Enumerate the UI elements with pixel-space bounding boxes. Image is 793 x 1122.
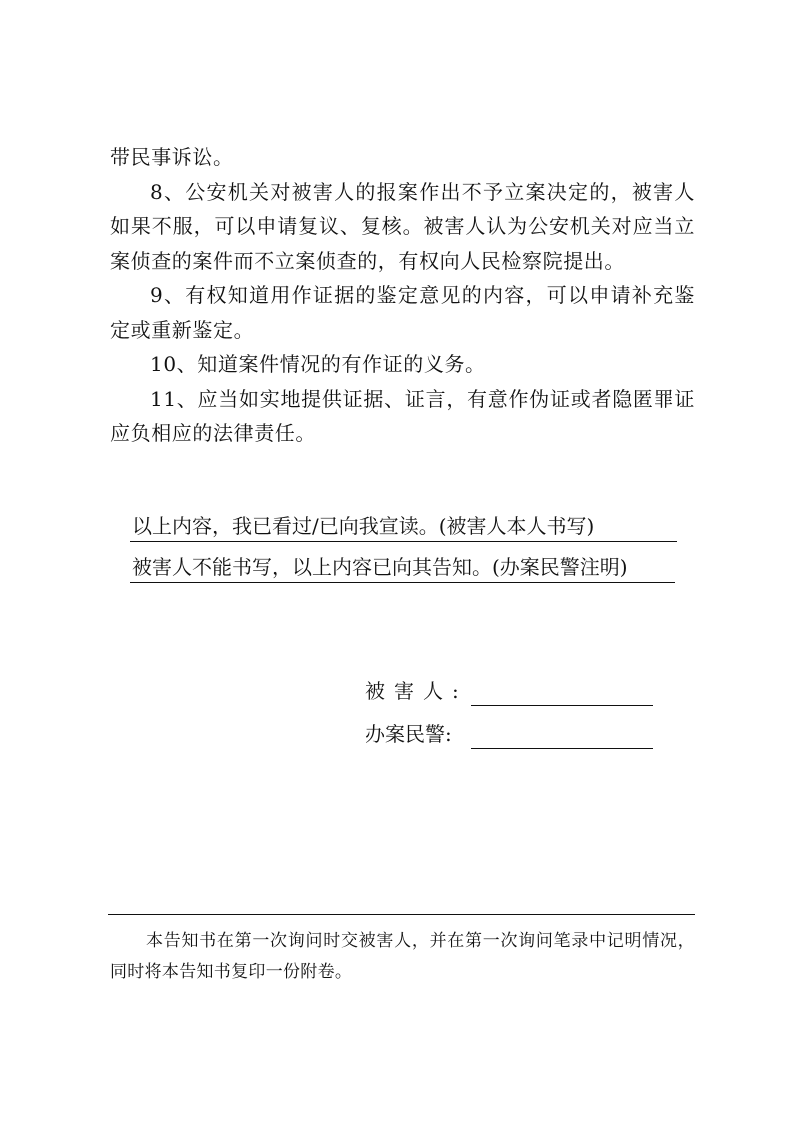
notice-body [110, 140, 695, 451]
paragraph-item-9: 9、有权知道用作证据的鉴定意见的内容，可以申请补充鉴定或重新鉴定。 [110, 283, 695, 342]
officer-signature-field[interactable] [471, 722, 653, 749]
officer-signature-label: 办案民警: [365, 722, 452, 746]
officer-signature-row [365, 719, 653, 749]
footnote-text: 本告知书在第一次询问时交被害人，并在第一次询问笔录中记明情况，同时将本告知书复印一份附卷。 [110, 931, 695, 982]
paragraph-item-10: 10、知道案件情况的有作证的义务。 [150, 352, 486, 376]
paragraph-item-11: 11、应当如实地提供证据、证言，有意作伪证或者隐匿罪证应负相应的法律责任。 [110, 386, 695, 445]
victim-signature-label: 被害人: [365, 679, 468, 703]
victim-signature-field[interactable] [471, 679, 653, 706]
confirmation-line-officer[interactable]: 被害人不能书写，以上内容已向其告知。(办案民警注明) [130, 552, 675, 583]
paragraph-continuation: 带民事诉讼。 [110, 145, 234, 169]
confirmation-line-victim[interactable]: 以上内容，我已看过/已向我宣读。(被害人本人书写) [130, 511, 677, 542]
footnote-divider [108, 914, 695, 915]
footnote [110, 926, 695, 988]
victim-signature-row [365, 676, 653, 706]
paragraph-item-8: 8、公安机关对被害人的报案作出不予立案决定的，被害人如果不服，可以申请复议、复核。被害人认为公安机关对应当立案侦查的案件而不立案侦查的，有权向人民检察院提出。 [110, 179, 695, 273]
